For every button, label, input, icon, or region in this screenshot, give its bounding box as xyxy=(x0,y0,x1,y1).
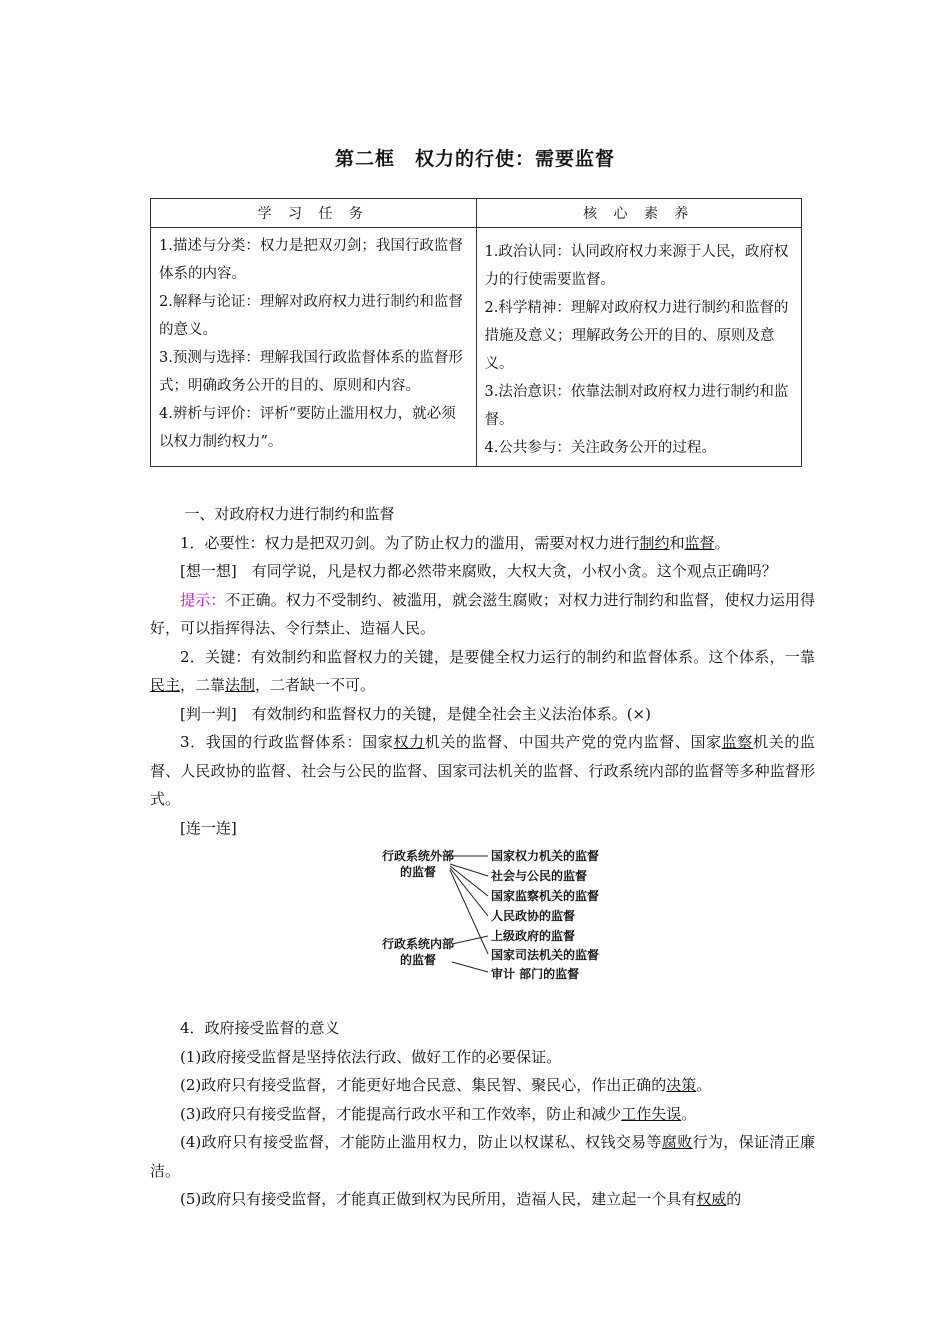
blank-answer: 权力 xyxy=(393,733,425,751)
meaning-item: (3)政府只有接受监督，才能提高行政水平和工作效率，防止和减少工作失误。 xyxy=(180,1104,697,1123)
label-internal: 行政系统内部 的监督 xyxy=(381,937,454,967)
connect-label: [连一连] xyxy=(180,818,237,837)
meaning-item: (2)政府只有接受监督，才能更好地合民意、集民智、聚民心，作出正确的决策。 xyxy=(180,1076,712,1094)
main-text xyxy=(150,500,815,1214)
blank-answer: 权威 xyxy=(696,1190,727,1208)
tasks-cell xyxy=(151,228,477,467)
diagram-item: 国家司法机关的监督 xyxy=(491,948,600,962)
task-item: 3.预测与选择：理解我国行政监督体系的监督形式；明确政务公开的目的、原则和内容。 xyxy=(159,350,463,394)
meaning-item: (4)政府只有接受监督，才能防止滥用权力，防止以权谋私、权钱交易等腐败行为，保证清正廉洁。 xyxy=(150,1133,815,1180)
blank-answer: 决策 xyxy=(666,1076,697,1094)
paragraph-key: 2．关键：有效制约和监督权力的关键，是要健全权力运行的制约和监督体系。这个体系，一靠民主，二靠法制，二者缺一不可。 xyxy=(150,647,815,694)
col-header-tasks: 学 习 任 务 xyxy=(151,199,477,228)
meaning-item: (1)政府接受监督是坚持依法行政、做好工作的必要保证。 xyxy=(180,1047,562,1066)
diagram-item: 国家监察机关的监督 xyxy=(491,889,600,903)
literacy-cell xyxy=(476,228,802,467)
blank-answer: 监察 xyxy=(721,733,754,751)
literacy-item: 1.政治认同：认同政府权力来源于人民，政府权力的行使需要监督。 xyxy=(484,244,789,288)
hint-paragraph: 提示：不正确。权力不受制约、被滥用，就会滋生腐败；对权力进行制约和监督，使权力运用得好，可以指挥得法、令行禁止、造福人民。 xyxy=(150,590,815,637)
connect-lines xyxy=(368,844,493,984)
judge-question: [判一判] 有效制约和监督权力的关键，是健全社会主义法治体系。(×) xyxy=(180,704,651,723)
diagram-item: 审计 部门的监督 xyxy=(491,967,580,981)
blank-answer: 腐败 xyxy=(661,1133,693,1151)
paragraph-system: 3．我国的行政监督体系：国家权力机关的监督、中国共产党的党内监督、国家监察机关的监督、人民政协的监督、社会与公民的监督、国家司法机关的监督、行政系统内部的监督等多种监督形式。 xyxy=(150,733,815,808)
diagram-item: 社会与公民的监督 xyxy=(491,869,588,883)
diagram-item: 上级政府的监督 xyxy=(491,929,576,943)
blank-answer: 民主 xyxy=(150,676,181,694)
blank-answer: 监督 xyxy=(684,533,715,552)
connect-diagram xyxy=(150,844,815,1014)
diagram-item: 人民政协的监督 xyxy=(491,909,576,923)
meaning-item: (5)政府只有接受监督，才能真正做到权为民所用，造福人民，建立起一个具有权威的 xyxy=(180,1190,742,1208)
blank-answer: 法制 xyxy=(225,676,256,694)
task-item: 2.解释与论证：理解对政府权力进行制约和监督的意义。 xyxy=(159,294,463,338)
section4-heading: 4．政府接受监督的意义 xyxy=(180,1019,340,1037)
literacy-item: 2.科学精神：理解对政府权力进行制约和监督的措施及意义；理解政务公开的目的、原则及意义。 xyxy=(484,300,789,372)
section-heading: 一、对政府权力进行制约和监督 xyxy=(184,505,395,523)
hint-label: 提示： xyxy=(180,590,226,609)
think-question: [想一想] 有同学说，凡是权力都必然带来腐败，大权大贪，小权小贪。这个观点正确吗？ xyxy=(180,562,777,580)
blank-answer: 制约 xyxy=(639,533,670,552)
col-header-literacy: 核 心 素 养 xyxy=(476,199,802,228)
literacy-item: 4.公共参与：关注政务公开的过程。 xyxy=(484,440,716,456)
paragraph-necessity: 1．必要性：权力是把双刃剑。为了防止权力的滥用，需要对权力进行制约和监督。 xyxy=(180,533,730,552)
label-external: 行政系统外部 的监督 xyxy=(381,849,454,879)
task-item: 1.描述与分类：权力是把双刃剑；我国行政监督体系的内容。 xyxy=(159,238,463,282)
learning-goals-table xyxy=(150,198,802,467)
task-item: 4.辨析与评价：评析“要防止滥用权力，就必须以权力制约权力”。 xyxy=(159,406,456,450)
blank-answer: 工作失误 xyxy=(621,1104,682,1123)
diagram-item: 国家权力机关的监督 xyxy=(491,849,600,863)
literacy-item: 3.法治意识：依靠法制对政府权力进行制约和监督。 xyxy=(484,384,789,428)
page-title: 第二框 权力的行使：需要监督 xyxy=(334,148,615,170)
